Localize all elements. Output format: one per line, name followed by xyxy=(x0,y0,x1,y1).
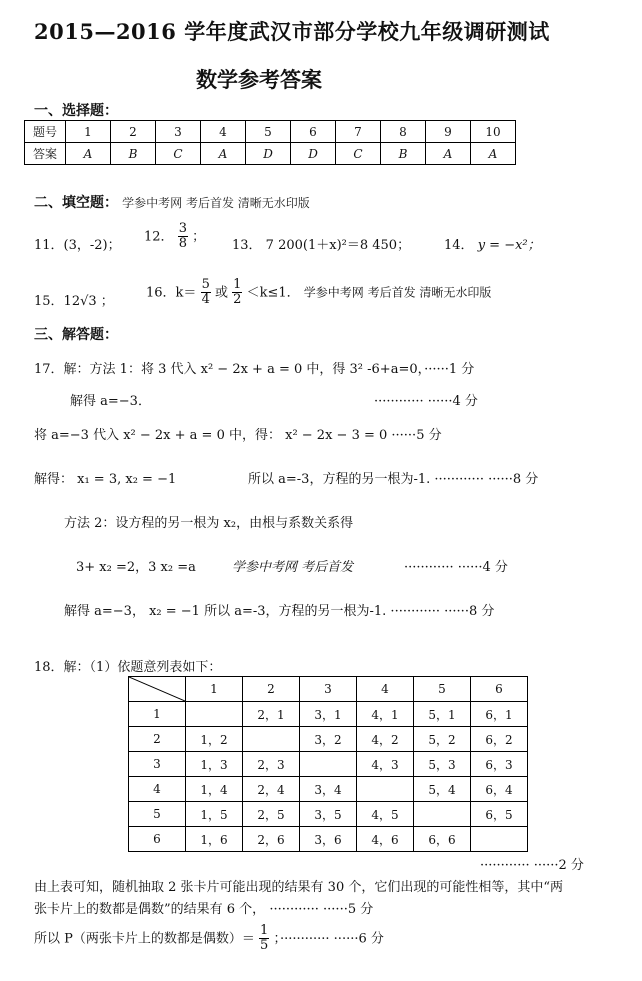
column-header: 4 xyxy=(357,677,414,702)
choice-number: 9 xyxy=(426,121,471,143)
table-cell: 6，6 xyxy=(414,827,471,852)
table-cell xyxy=(186,702,243,727)
choice-number-row xyxy=(25,121,516,143)
table-cell: 2，3 xyxy=(243,752,300,777)
table-cell: 5，4 xyxy=(414,777,471,802)
section-fill-heading: 二、填空题： xyxy=(34,195,118,211)
choice-answer: C xyxy=(336,143,381,165)
choice-number: 2 xyxy=(111,121,156,143)
row-header: 1 xyxy=(129,702,186,727)
table-cell: 5，2 xyxy=(414,727,471,752)
table-cell: 1，5 xyxy=(186,802,243,827)
fraction xyxy=(178,222,188,252)
score-mark: ············ ······4 分 xyxy=(404,560,508,575)
outcome-table xyxy=(128,676,528,852)
watermark-text: 学参中考网 考后首发 清晰无水印版 xyxy=(303,285,492,300)
fill-16-prefix: 16．k＝ xyxy=(146,285,197,301)
fill-answer-15: 15．12√3 ； xyxy=(34,294,114,309)
diagonal-corner-cell xyxy=(129,677,186,702)
q18-intro: 18．解：（1）依题意列表如下： xyxy=(34,660,222,675)
table-cell xyxy=(243,727,300,752)
table-row xyxy=(129,752,528,777)
table-cell: 6，4 xyxy=(471,777,528,802)
score-mark: ············ ······2 分 xyxy=(480,858,584,873)
fraction-numerator: 5 xyxy=(201,277,210,292)
q17-line: 方法 2：设方程的另一根为 x₂，由根与系数关系得 xyxy=(64,516,354,531)
column-header: 2 xyxy=(243,677,300,702)
table-cell: 5，3 xyxy=(414,752,471,777)
fill-16-or: 或 xyxy=(214,285,228,301)
table-cell: 6，1 xyxy=(471,702,528,727)
fraction xyxy=(201,278,211,308)
table-cell: 3，5 xyxy=(300,802,357,827)
table-row xyxy=(129,727,528,752)
choice-answer: A xyxy=(66,143,111,165)
fraction-numerator: 1 xyxy=(233,277,242,292)
page-title: 2015—2016 学年度武汉市部分学校九年级调研测试 xyxy=(34,19,550,44)
choice-number: 5 xyxy=(246,121,291,143)
q17-line: 解得 a=−3， x₂ = −1 所以 a=-3，方程的另一根为-1. ············ ······8 分 xyxy=(64,604,495,619)
table-cell: 1，4 xyxy=(186,777,243,802)
table-row xyxy=(129,702,528,727)
table-cell: 3，4 xyxy=(300,777,357,802)
diagonal-line xyxy=(129,677,185,701)
table-cell: 2，4 xyxy=(243,777,300,802)
table-cell: 2，6 xyxy=(243,827,300,852)
q17-line: 3+ x₂ =2，3 x₂ =a xyxy=(76,560,196,575)
choice-answer: D xyxy=(246,143,291,165)
q17-line: 将 a=−3 代入 x² − 2x + a = 0 中，得： x² − 2x − 3 = 0 ······5 分 xyxy=(34,428,442,443)
fill-answer-14 xyxy=(444,234,541,253)
row-header: 3 xyxy=(129,752,186,777)
choice-answer: C xyxy=(156,143,201,165)
fraction-numerator: 1 xyxy=(260,923,269,938)
row-header: 5 xyxy=(129,802,186,827)
fraction-numerator: 3 xyxy=(178,221,187,236)
table-cell xyxy=(357,777,414,802)
table-row xyxy=(129,777,528,802)
fraction-denominator: 4 xyxy=(201,292,210,308)
row-header: 4 xyxy=(129,777,186,802)
table-cell: 3，1 xyxy=(300,702,357,727)
table-cell: 6，3 xyxy=(471,752,528,777)
fill-answer-11: 11．(3，-2)； xyxy=(34,238,121,253)
watermark-text: 学参中考网 考后首发 xyxy=(232,560,354,575)
probability-suffix: ；············ ······6 分 xyxy=(273,931,384,947)
choice-answer-row xyxy=(25,143,516,165)
choice-number: 6 xyxy=(291,121,336,143)
choice-number: 3 xyxy=(156,121,201,143)
fill-12-prefix: 12． xyxy=(144,229,174,245)
table-header-row xyxy=(129,677,528,702)
q17-line: 17．解：方法 1：将 3 代入 x² − 2x + a = 0 中，得 3² -6+a=0，······1 分 xyxy=(34,362,475,377)
choice-answer: A xyxy=(471,143,516,165)
table-cell: 4，6 xyxy=(357,827,414,852)
q18-paragraph: 由上表可知，随机抽取 2 张卡片可能出现的结果有 30 个，它们出现的可能性相等，其中“两 xyxy=(34,880,563,895)
table-cell: 4，5 xyxy=(357,802,414,827)
fill-answer-12 xyxy=(144,222,205,252)
choice-number: 4 xyxy=(201,121,246,143)
column-header: 1 xyxy=(186,677,243,702)
row-header: 6 xyxy=(129,827,186,852)
table-cell: 3，6 xyxy=(300,827,357,852)
fraction-denominator: 5 xyxy=(260,938,269,954)
column-header: 5 xyxy=(414,677,471,702)
choice-answer: D xyxy=(291,143,336,165)
fraction xyxy=(232,278,242,308)
choice-header-label: 题号 xyxy=(25,121,66,143)
column-header: 3 xyxy=(300,677,357,702)
table-cell: 1，2 xyxy=(186,727,243,752)
choice-answer: A xyxy=(426,143,471,165)
fill-14-prefix: 14． xyxy=(444,238,474,253)
table-cell xyxy=(471,827,528,852)
table-cell: 5，1 xyxy=(414,702,471,727)
choice-answer: B xyxy=(111,143,156,165)
q17-line: 解得： x₁ = 3, x₂ = −1 xyxy=(34,472,177,487)
probability-prefix: 所以 P（两张卡片上的数都是偶数）＝ xyxy=(34,931,255,947)
table-cell xyxy=(414,802,471,827)
table-cell: 3，2 xyxy=(300,727,357,752)
q17-line: 所以 a=-3，方程的另一根为-1. ············ ······8 分 xyxy=(248,472,539,487)
table-cell: 2，1 xyxy=(243,702,300,727)
table-cell: 6，2 xyxy=(471,727,528,752)
fraction-denominator: 2 xyxy=(233,292,242,308)
table-row xyxy=(129,802,528,827)
table-cell: 4，1 xyxy=(357,702,414,727)
table-cell: 1，3 xyxy=(186,752,243,777)
fill-answer-13: 13． 7 200(1＋x)²＝8 450； xyxy=(232,238,411,253)
table-cell xyxy=(300,752,357,777)
table-cell: 2，5 xyxy=(243,802,300,827)
watermark-text: 学参中考网 考后首发 清晰无水印版 xyxy=(122,196,310,210)
row-header: 2 xyxy=(129,727,186,752)
choice-number: 1 xyxy=(66,121,111,143)
choice-number: 7 xyxy=(336,121,381,143)
fraction xyxy=(259,924,269,954)
fill-answer-16 xyxy=(146,278,491,308)
table-row xyxy=(129,827,528,852)
page-subtitle: 数学参考答案 xyxy=(196,67,322,92)
section-choice-heading: 一、选择题： xyxy=(34,103,118,119)
fill-14-expr: y = −x²； xyxy=(477,238,541,253)
score-mark: ············ ······4 分 xyxy=(374,394,478,409)
table-cell: 4，3 xyxy=(357,752,414,777)
choice-number: 10 xyxy=(471,121,516,143)
fill-16-suffix: ＜k≤1． xyxy=(246,285,300,301)
choice-answer: A xyxy=(201,143,246,165)
section-fill-row xyxy=(34,192,310,212)
q18-paragraph: 张卡片上的数都是偶数”的结果有 6 个， ············ ······5 分 xyxy=(34,902,374,917)
section-solution-heading: 三、解答题： xyxy=(34,327,118,343)
choice-answer-table xyxy=(24,120,516,165)
fraction-denominator: 8 xyxy=(178,236,187,252)
column-header: 6 xyxy=(471,677,528,702)
choice-answer-label: 答案 xyxy=(25,143,66,165)
choice-answer: B xyxy=(381,143,426,165)
choice-number: 8 xyxy=(381,121,426,143)
q17-line: 解得 a=−3． xyxy=(70,394,151,409)
q18-probability xyxy=(34,924,384,954)
table-cell: 1，6 xyxy=(186,827,243,852)
fill-12-suffix: ； xyxy=(192,229,206,245)
table-cell: 4，2 xyxy=(357,727,414,752)
table-cell: 6，5 xyxy=(471,802,528,827)
